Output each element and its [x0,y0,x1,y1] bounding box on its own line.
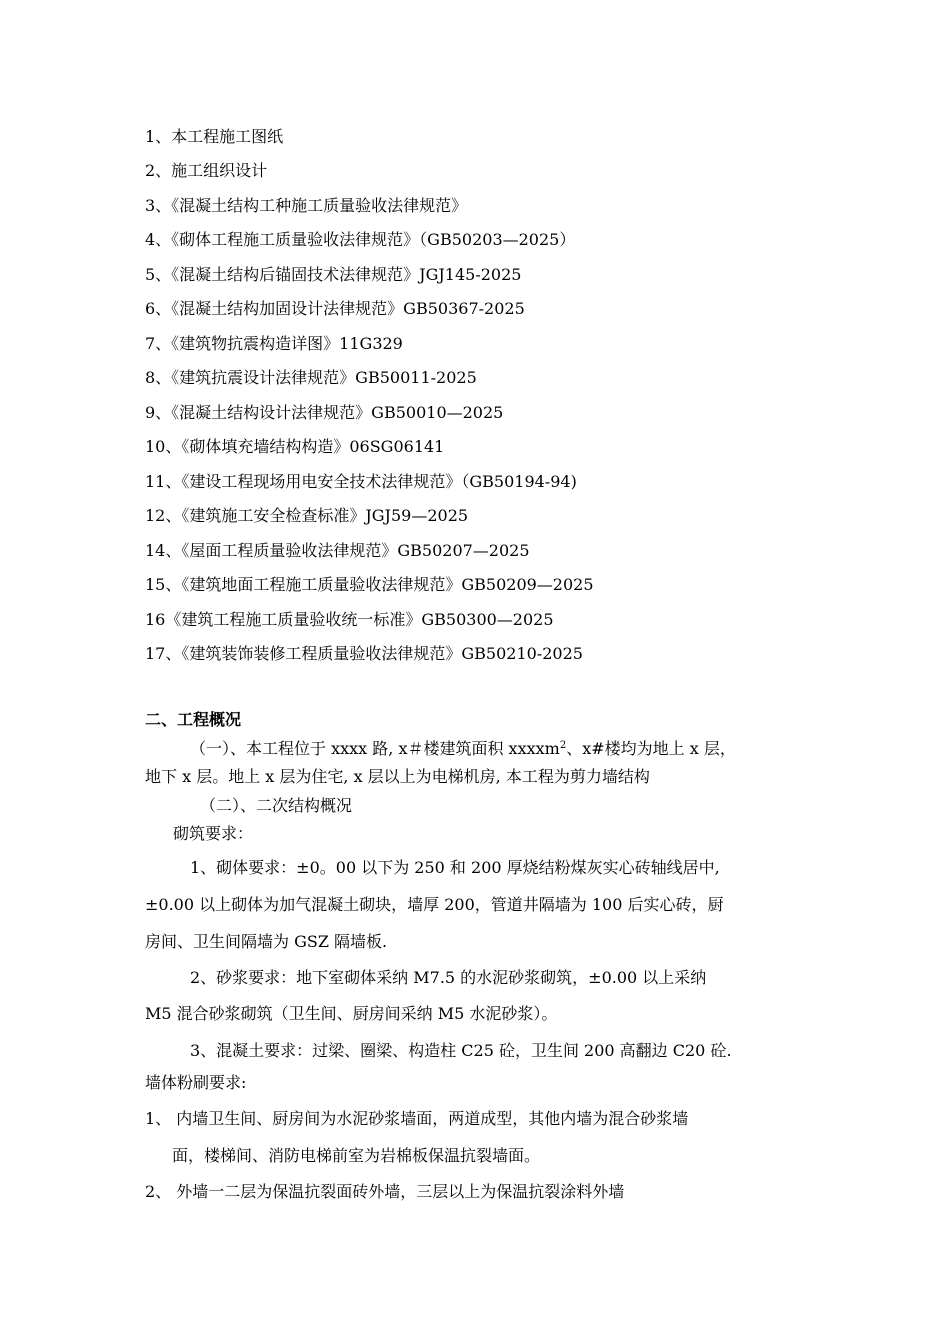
reference-item: 10、《砌体填充墙结构构造》06SG06141 [145,437,445,456]
reference-item: 4、《砌体工程施工质量验收法律规范》（GB50203—2025） [145,230,576,249]
list-item: 1、 内墙卫生间、厨房间为水泥砂浆墙面，两道成型，其他内墙为混合砂浆墙 [145,1109,689,1128]
overview-text: 、x#楼均为地上 x 层， [566,739,736,758]
reference-item: 15、《建筑地面工程施工质量验收法律规范》GB50209—2025 [145,575,594,594]
paragraph-line: 2、砂浆要求：地下室砌体采纳 M7.5 的水泥砂浆砌筑，±0.00 以上采纳 [190,968,707,987]
reference-item: 5、《混凝土结构后锚固技术法律规范》JGJ145-2025 [145,265,522,284]
paragraph-line: 3、混凝土要求：过梁、圈梁、构造柱 C25 砼，卫生间 200 高翻边 C20 砼. [190,1041,732,1060]
subsection-heading: （二）、二次结构概况 [200,796,353,815]
reference-item: 11、《建设工程现场用电安全技术法律规范》（GB50194-94) [145,472,577,491]
reference-item: 12、《建筑施工安全检查标准》JGJ59—2025 [145,506,469,525]
reference-item: 8、《建筑抗震设计法律规范》GB50011-2025 [145,368,477,387]
paragraph-line: 房间、卫生间隔墙为 GSZ 隔墙板. [145,932,388,951]
section-heading: 二、工程概况 [145,710,242,729]
reference-item: 9、《混凝土结构设计法律规范》GB50010—2025 [145,403,504,422]
superscript: 2 [559,740,567,751]
reference-item: 16《建筑工程施工质量验收统一标准》GB50300—2025 [145,610,554,629]
reference-item: 7、《建筑物抗震构造详图》11G329 [145,334,403,353]
reference-item: 6、《混凝土结构加固设计法律规范》GB50367-2025 [145,299,525,318]
paragraph-line: ±0.00 以上砌体为加气混凝土砌块，墙厚 200，管道井隔墙为 100 后实心砖，厨 [145,895,724,914]
list-item: 2、 外墙一二层为保温抗裂面砖外墙，三层以上为保温抗裂涂料外墙 [145,1182,625,1201]
reference-item: 2、施工组织设计 [145,161,268,180]
overview-line: 地下 x 层。地上 x 层为住宅, x 层以上为电梯机房, 本工程为剪力墙结构 [145,767,650,786]
reference-item: 14、《屋面工程质量验收法律规范》GB50207—2025 [145,541,530,560]
reference-item: 1、本工程施工图纸 [145,127,284,146]
paragraph-line: M5 混合砂浆砌筑（卫生间、厨房间采纳 M5 水泥砂浆）。 [145,1004,558,1023]
plaster-label: 墙体粉刷要求: [145,1073,247,1092]
overview-line [190,738,736,760]
masonry-label: 砌筑要求： [173,824,254,843]
overview-text: （一）、本工程位于 xxxx 路, x＃楼建筑面积 xxxxm [190,739,560,758]
list-item-continuation: 面，楼梯间、消防电梯前室为岩棉板保温抗裂墙面。 [172,1146,541,1165]
reference-item: 3、《混凝土结构工种施工质量验收法律规范》 [145,196,468,215]
reference-item: 17、《建筑装饰装修工程质量验收法律规范》GB50210-2025 [145,644,583,663]
paragraph-line: 1、砌体要求：±0。00 以下为 250 和 200 厚烧结粉煤灰实心砖轴线居中, [190,858,720,877]
